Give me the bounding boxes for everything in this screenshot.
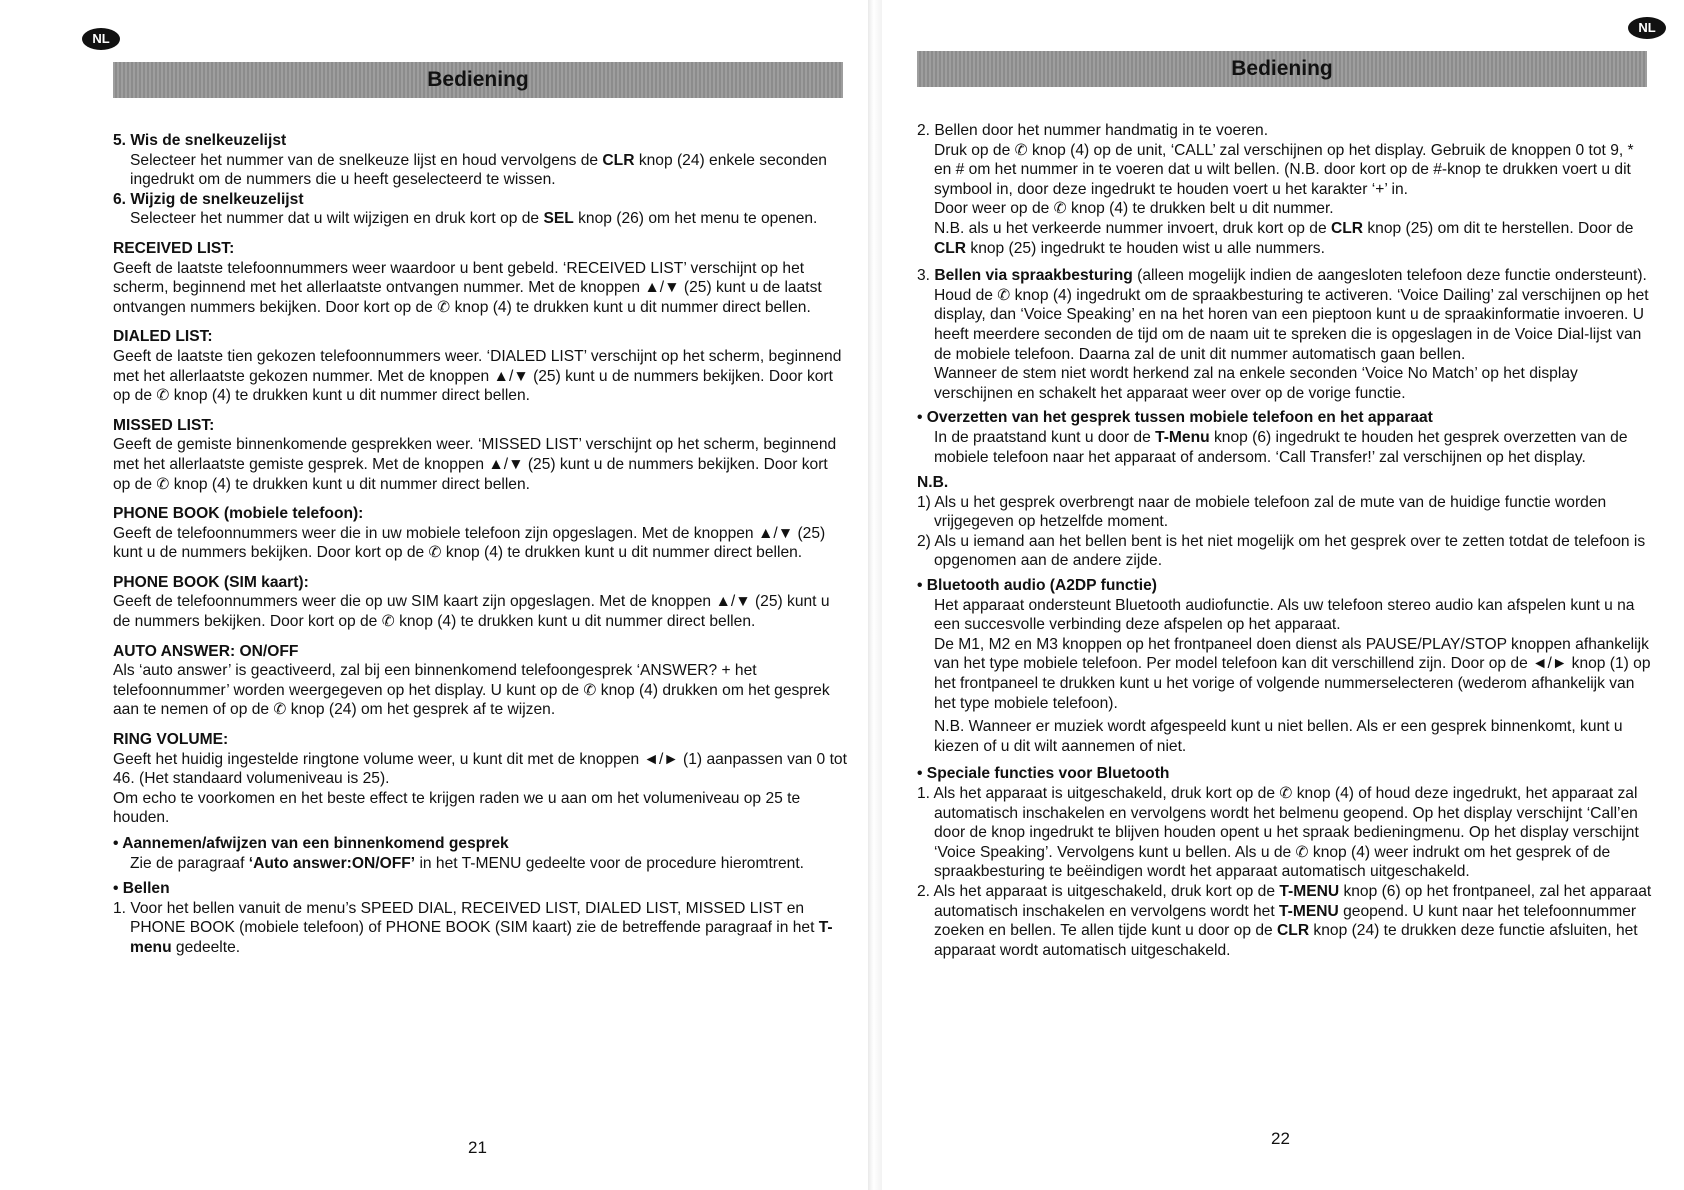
ring-volume-body: Geeft het huidig ingestelde ringtone volume weer, u kunt dit met de knoppen ◄/► (1) aanpassen van 0 tot 46. (Het standaard volumeniveau is 25). [113, 750, 847, 788]
ring-volume-note: Om echo te voorkomen en het beste effect te krijgen raden we u aan om het volumeniveau op 25 te houden. [113, 789, 801, 827]
special-item-1: 1. Als het apparaat is uitgeschakeld, druk kort op de ✆ knop (4) of houd deze ingedrukt, het apparaat zal automatisch inschakelen en vervolgens wordt het belmenu geopend. Op het display verschijnt ‘Call’en door de knop ingedrukt te blijven houden opent u het spraak bedieningmenu. Op het display verschijnt ‘Voice Speaking’. Vervolgens kunt u bellen. Als u de ✆ knop (4) weer indrukt om het gesprek of de spraakbesturing te beëindigen wordt het apparaat automatisch uitgeschakeld. [917, 785, 1639, 881]
left-content [113, 131, 848, 958]
ring-volume-title: RING VOLUME: [113, 731, 229, 749]
transfer-title: • Overzetten van het gesprek tussen mobiele telefoon en het apparaat [917, 408, 1654, 428]
transfer-body: In de praatstand kunt u door de T-Menu knop (6) ingedrukt te houden het gesprek overzetten van de mobiele telefoon naar het apparaat of andersom. ‘Call Transfer!’ zal verschijnen op het display. [934, 428, 1628, 466]
item2-note: N.B. als u het verkeerde nummer invoert, druk kort op de CLR knop (25) om dit te herstellen. Door de CLR knop (25) ingedrukt te houden wist u alle nummers. [934, 219, 1634, 257]
item6-body: Selecteer het nummer dat u wilt wijzigen en druk kort op de SEL knop (26) om het menu te openen. [130, 210, 818, 228]
bellen-title: • Bellen [113, 879, 848, 899]
phonebook-sim-body: Geeft de telefoonnummers weer die op uw SIM kaart zijn opgeslagen. Met de knoppen ▲/▼ (25) kunt u de nummers bekijken. Door kort op de ✆ knop (4) te drukken kunt u dit nummer direct bellen. [113, 593, 830, 631]
language-badge: NL [1628, 17, 1666, 39]
missed-list-body: Geeft de gemiste binnenkomende gesprekken weer. ‘MISSED LIST’ verschijnt op het scherm, beginnend met het allerlaatste gemiste gesprek. Met de knoppen ▲/▼ (25) kunt u de nummers bekijken. Door kort op de ✆ knop (4) te drukken kunt u dit nummer direct bellen. [113, 436, 837, 493]
phonebook-sim-title: PHONE BOOK (SIM kaart): [113, 573, 309, 591]
nb-item-2: 2) Als u iemand aan het bellen bent is het niet mogelijk om het gesprek over te zetten totdat de telefoon is opgenomen aan de andere zijde. [917, 532, 1646, 570]
section-header: Bediening [113, 62, 843, 98]
accept-reject-body: Zie de paragraaf ‘Auto answer:ON/OFF’ in het T-MENU gedeelte voor de procedure hieromtrent. [130, 854, 805, 872]
auto-answer-body: Als ‘auto answer’ is geactiveerd, zal bij een binnenkomend telefoongesprek ‘ANSWER? + het telefoonnummer’ worden weergegeven op het display. U kunt op de ✆ knop (4) drukken om het gesprek aan te nemen of op de ✆ knop (24) om het gesprek af te wijzen. [113, 662, 830, 719]
item2-redial: Door weer op de ✆ knop (4) te drukken belt u dit nummer. [934, 200, 1334, 218]
bluetooth-audio-buttons: De M1, M2 en M3 knoppen op het frontpaneel doen dienst als PAUSE/PLAY/STOP knoppen afhankelijk van het type mobiele telefoon. Per model telefoon kan dit verschillend zijn. Door op de ◄/► knop (1) op het frontpaneel te drukken kunt u het vorige of volgende nummerselecteren (wederom afhankelijk van het type mobiele telefoon). [934, 635, 1651, 712]
language-badge: NL [82, 28, 120, 50]
page-number: 21 [468, 1138, 487, 1157]
accept-reject-title: • Aannemen/afwijzen van een binnenkomend gesprek [113, 834, 848, 854]
special-functions-title: • Speciale functies voor Bluetooth [917, 764, 1654, 784]
section-header: Bediening [917, 51, 1647, 87]
bluetooth-audio-title: • Bluetooth audio (A2DP functie) [917, 576, 1654, 596]
item2-title: 2. Bellen door het nummer handmatig in te voeren. [917, 122, 1269, 139]
phonebook-mobile-title: PHONE BOOK (mobiele telefoon): [113, 505, 364, 523]
item3-body: Houd de ✆ knop (4) ingedrukt om de spraakbesturing te activeren. ‘Voice Dailing’ zal verschijnen op het display, dan ‘Voice Speaking’ en na het horen van een pieptoon kunt u de spraakinformatie invoeren. U heeft meerdere seconden de tijd om de naam uit te spreken die is opgeslagen in de Voice Dial-lijst van de mobiele telefoon. Daarna zal de unit dit nummer automatisch gaan bellen. [934, 286, 1649, 363]
item2-body: Druk op de ✆ knop (4) op de unit, ‘CALL’ zal verschijnen op het display. Gebruik de knoppen 0 tot 9, * en # om het nummer in te voeren dat u wilt bellen. (N.B. door kort op de #-knop te drukken voert u dit symbool in, door deze ingedrukt te houden voert u het karakter ‘+’ in. [934, 141, 1634, 198]
item6-title: 6. Wijzig de snelkeuzelijst [113, 190, 304, 208]
auto-answer-title: AUTO ANSWER: ON/OFF [113, 642, 299, 660]
item3-nomatch: Wanneer de stem niet wordt herkend zal na enkele seconden ‘Voice No Match’ op het display verschijnen en schakelt het apparaat weer over op de vorige functie. [934, 365, 1578, 402]
phonebook-mobile-body: Geeft de telefoonnummers weer die in uw mobiele telefoon zijn opgeslagen. Met de knoppen ▲/▼ (25) kunt u de nummers bekijken. Door kort op de ✆ knop (4) te drukken kunt u dit nummer direct bellen. [113, 524, 826, 562]
dialed-list-title: DIALED LIST: [113, 328, 213, 346]
right-content [917, 121, 1654, 960]
page-number: 22 [1271, 1129, 1290, 1148]
missed-list-title: MISSED LIST: [113, 416, 215, 434]
item5-title: 5. Wis de snelkeuzelijst [113, 132, 287, 149]
nb-item-1: 1) Als u het gesprek overbrengt naar de mobiele telefoon zal de mute van de huidige functie worden vrijgegeven op hetzelfde moment. [917, 493, 1607, 531]
nb-title: N.B. [917, 474, 949, 492]
bellen-item-1: 1. Voor het bellen vanuit de menu’s SPEED DIAL, RECEIVED LIST, DIALED LIST, MISSED LIST en PHONE BOOK (mobiele telefoon) of PHONE BOOK (SIM kaart) zie de betreffende paragraaf in het T-menu gedeelte. [113, 899, 833, 956]
dialed-list-body: Geeft de laatste tien gekozen telefoonnummers weer. ‘DIALED LIST’ verschijnt op het scherm, beginnend met het allerlaatste gekozen nummer. Met de knoppen ▲/▼ (25) kunt u de nummers bekijken. Door kort op de ✆ knop (4) te drukken kunt u dit nummer direct bellen. [113, 347, 842, 405]
right-page [880, 0, 1684, 1190]
item5-body: Selecteer het nummer van de snelkeuze lijst en houd vervolgens de CLR knop (24) enkele seconden ingedrukt om de nummers die u heeft geselecteerd te wissen. [130, 151, 827, 189]
received-list-body: Geeft de laatste telefoonnummers weer waardoor u bent gebeld. ‘RECEIVED LIST’ verschijnt op het scherm, beginnend met het allerlaatste ontvangen nummer. Met de knoppen ▲/▼ (25) kunt u de laatst ontvangen nummers bekijken. Door kort op de ✆ knop (4) te drukken kunt u dit nummer direct bellen. [113, 259, 822, 316]
bluetooth-audio-body: Het apparaat ondersteunt Bluetooth audiofunctie. Als uw telefoon stereo audio kan afspelen kunt u na een succesvolle verbinding deze afspelen op het apparaat. [934, 596, 1635, 634]
received-list-title: RECEIVED LIST: [113, 239, 235, 257]
item3-title: 3. Bellen via spraakbesturing (alleen mogelijk indien de aangesloten telefoon deze functie ondersteunt). [917, 267, 1647, 285]
special-item-2: 2. Als het apparaat is uitgeschakeld, druk kort op de T-MENU knop (6) op het frontpaneel, zal het apparaat automatisch inschakelen en vervolgens wordt het T-MENU geopend. U kunt naar het telefoonnummer zoeken en bellen. Te allen tijde kunt u door op de CLR knop (24) te drukken deze functie afsluiten, het apparaat wordt automatisch uitgeschakeld. [917, 882, 1652, 959]
bluetooth-audio-note: N.B. Wanneer er muziek wordt afgespeeld kunt u niet bellen. Als er een gesprek binnenkomt, kunt u kiezen of u dit wilt aannemen of niet. [934, 718, 1623, 755]
